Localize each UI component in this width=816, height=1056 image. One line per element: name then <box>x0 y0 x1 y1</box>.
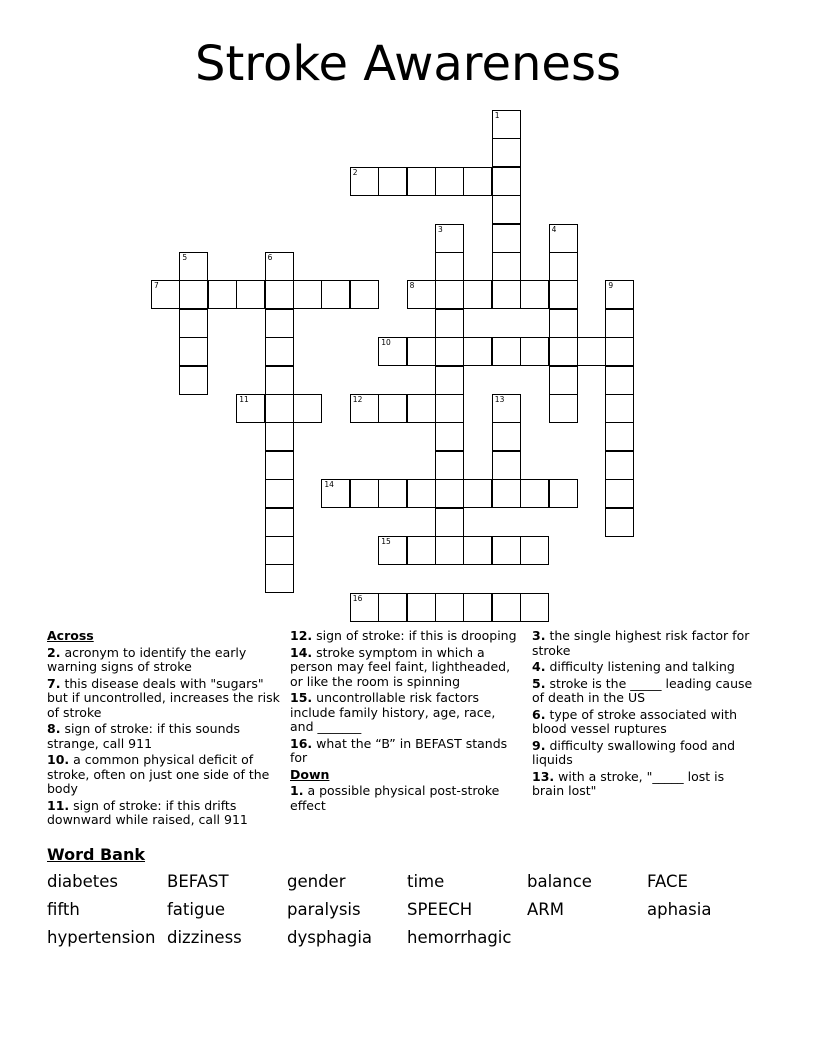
clue-text: type of stroke associated with blood vessel ruptures <box>532 706 738 736</box>
cell-number: 1 <box>494 111 500 120</box>
crossword-cell[interactable] <box>435 224 464 253</box>
clue-number: 13. <box>532 768 555 784</box>
crossword-cell[interactable] <box>265 280 294 309</box>
across-clue-14 <box>290 646 522 690</box>
crossword-cell[interactable] <box>265 366 294 395</box>
crossword-cell[interactable] <box>265 422 294 451</box>
crossword-cell[interactable] <box>293 280 322 309</box>
cell-number: 2 <box>352 167 358 177</box>
crossword-cell[interactable] <box>265 508 294 537</box>
crossword-cell[interactable] <box>435 167 464 196</box>
crossword-cell[interactable] <box>407 394 436 423</box>
clue-number: 1. <box>290 783 304 798</box>
crossword-cell[interactable] <box>407 593 436 622</box>
crossword-cell[interactable] <box>492 394 521 423</box>
crossword-cell[interactable] <box>549 337 578 366</box>
across-clue-10 <box>47 753 283 797</box>
crossword-cell[interactable] <box>549 479 578 508</box>
crossword-cell[interactable] <box>265 337 294 366</box>
crossword-cell[interactable] <box>151 280 180 309</box>
clue-text: sign of stroke: if this is drooping <box>316 628 517 643</box>
crossword-cell[interactable] <box>179 252 208 281</box>
clue-number: 12. <box>290 628 313 643</box>
crossword-cell[interactable] <box>492 479 521 508</box>
crossword-cell[interactable] <box>605 508 634 537</box>
crossword-cell[interactable] <box>435 479 464 508</box>
crossword-cell[interactable] <box>407 479 436 508</box>
clue-number: 11. <box>47 797 70 813</box>
down-heading: Down <box>290 766 330 782</box>
crossword-cell[interactable] <box>605 451 634 480</box>
across-clue-15 <box>290 691 522 735</box>
crossword-cell[interactable] <box>605 366 634 395</box>
crossword-cell[interactable] <box>605 422 634 451</box>
cell-number: 12 <box>352 395 363 404</box>
down-clue-4 <box>532 660 754 675</box>
crossword-cell[interactable] <box>463 337 492 366</box>
word-bank-word: FACE <box>647 872 688 891</box>
crossword-cell[interactable] <box>350 479 379 508</box>
crossword-cell[interactable] <box>208 280 237 309</box>
down-clue-6 <box>532 708 754 737</box>
crossword-cell[interactable] <box>407 167 436 196</box>
crossword-cell[interactable] <box>492 337 521 366</box>
word-bank-word: aphasia <box>647 900 712 919</box>
clue-number: 8. <box>47 721 61 736</box>
word-bank-word: ARM <box>527 900 564 919</box>
crossword-cell[interactable] <box>350 167 379 196</box>
crossword-cell[interactable] <box>605 280 634 309</box>
across-clue-12 <box>290 629 522 644</box>
crossword-cell[interactable] <box>378 337 407 366</box>
word-bank-word: BEFAST <box>167 872 229 891</box>
clue-text: difficulty swallowing food and liquids <box>532 737 736 767</box>
crossword-cell[interactable] <box>605 309 634 338</box>
crossword-cell[interactable] <box>350 394 379 423</box>
clue-text: a possible physical post-stroke effect <box>290 783 500 813</box>
word-bank-word: dizziness <box>167 928 242 947</box>
crossword-cell[interactable] <box>293 394 322 423</box>
crossword-cell[interactable] <box>549 309 578 338</box>
crossword-cell[interactable] <box>265 564 294 593</box>
across-clue-16 <box>290 737 522 766</box>
crossword-cell[interactable] <box>435 508 464 537</box>
crossword-cell[interactable] <box>265 309 294 338</box>
word-bank-word: diabetes <box>47 872 119 891</box>
word-bank-word: SPEECH <box>407 900 473 919</box>
crossword-cell[interactable] <box>321 479 350 508</box>
crossword-cell[interactable] <box>492 593 521 622</box>
crossword-cell[interactable] <box>435 337 464 366</box>
crossword-cell[interactable] <box>350 280 379 309</box>
down-clue-1 <box>290 784 522 813</box>
crossword-cell[interactable] <box>407 536 436 565</box>
crossword-cell[interactable] <box>492 167 521 196</box>
cell-number: 9 <box>608 281 614 291</box>
crossword-cell[interactable] <box>378 593 407 622</box>
clue-text: the single highest risk factor for stroke <box>532 628 750 658</box>
clue-number: 9. <box>532 737 546 753</box>
clue-number: 15. <box>290 690 313 705</box>
crossword-cell[interactable] <box>492 422 521 451</box>
crossword-cell[interactable] <box>179 337 208 366</box>
crossword-cell[interactable] <box>520 479 549 508</box>
crossword-cell[interactable] <box>236 394 265 423</box>
word-bank-word: paralysis <box>287 900 361 919</box>
crossword-cell[interactable] <box>179 366 208 395</box>
word-bank-word: hypertension <box>47 928 156 947</box>
cell-number: 3 <box>438 224 443 234</box>
crossword-cell[interactable] <box>435 252 464 281</box>
cell-number: 10 <box>381 338 391 348</box>
crossword-cell[interactable] <box>378 167 407 196</box>
across-heading: Across <box>47 628 94 643</box>
crossword-cell[interactable] <box>605 479 634 508</box>
crossword-cell[interactable] <box>179 309 208 338</box>
word-bank-title: Word Bank <box>47 845 146 864</box>
clue-number: 6. <box>532 706 546 722</box>
clue-number: 7. <box>47 675 61 691</box>
word-bank <box>47 872 777 948</box>
clue-number: 5. <box>532 675 546 691</box>
cell-number: 8 <box>409 281 415 291</box>
cell-number: 7 <box>154 281 159 291</box>
crossword-cell[interactable] <box>492 252 521 281</box>
down-clue-3 <box>532 629 754 658</box>
clue-text: sign of stroke: if this sounds strange, call 911 <box>47 721 240 751</box>
cell-number: 11 <box>239 395 249 404</box>
word-bank-word: dysphagia <box>287 928 373 947</box>
crossword-cell[interactable] <box>577 337 606 366</box>
clue-text: uncontrollable risk factors include family history, age, race, and _______ <box>290 690 496 734</box>
clue-number: 10. <box>47 752 70 767</box>
across-clue-2 <box>47 646 283 675</box>
crossword-cell[interactable] <box>265 536 294 565</box>
clue-text: what the “B” in BEFAST stands for <box>290 735 508 765</box>
crossword-cell[interactable] <box>549 224 578 253</box>
crossword-cell[interactable] <box>435 451 464 480</box>
down-clue-5 <box>532 677 754 706</box>
crossword-cell[interactable] <box>265 252 294 281</box>
crossword-cell[interactable] <box>179 280 208 309</box>
clue-text: sign of stroke: if this drifts downward while raised, call 911 <box>47 797 248 827</box>
crossword-cell[interactable] <box>492 195 521 224</box>
cell-number: 5 <box>182 253 188 262</box>
crossword-cell[interactable] <box>378 536 407 565</box>
crossword-cell[interactable] <box>265 479 294 508</box>
word-bank-word: hemorrhagic <box>407 928 512 947</box>
crossword-cell[interactable] <box>463 536 492 565</box>
clues-column-2 <box>290 629 522 815</box>
clue-number: 14. <box>290 644 313 660</box>
crossword-cell[interactable] <box>435 394 464 423</box>
clue-number: 2. <box>47 644 61 660</box>
crossword-cell[interactable] <box>549 280 578 309</box>
clue-text: this disease deals with "sugars" but if uncontrolled, increases the risk of stroke <box>47 675 280 720</box>
crossword-cell[interactable] <box>605 337 634 366</box>
crossword-cell[interactable] <box>520 593 549 622</box>
crossword-cell[interactable] <box>321 280 350 309</box>
crossword-cell[interactable] <box>492 451 521 480</box>
cell-number: 6 <box>267 253 273 262</box>
crossword-cell[interactable] <box>407 280 436 309</box>
crossword-cell[interactable] <box>492 224 521 253</box>
clue-text: with a stroke, "_____ lost is brain lost" <box>532 768 725 798</box>
clues-column-3 <box>532 629 754 801</box>
clue-number: 3. <box>532 628 546 643</box>
down-clue-9 <box>532 739 754 768</box>
clues-column-1 <box>47 629 283 830</box>
crossword-cell[interactable] <box>549 366 578 395</box>
clue-text: a common physical deficit of stroke, often on just one side of the body <box>47 752 270 796</box>
crossword-cell[interactable] <box>265 451 294 480</box>
crossword-cell[interactable] <box>435 593 464 622</box>
crossword-cell[interactable] <box>435 366 464 395</box>
crossword-cell[interactable] <box>236 280 265 309</box>
crossword-cell[interactable] <box>350 593 379 622</box>
crossword-cell[interactable] <box>492 280 521 309</box>
cell-number: 15 <box>381 537 391 546</box>
clue-number: 16. <box>290 735 313 751</box>
crossword-cell[interactable] <box>492 536 521 565</box>
crossword-cell[interactable] <box>492 110 521 139</box>
clue-text: difficulty listening and talking <box>549 659 735 674</box>
crossword-cell[interactable] <box>378 479 407 508</box>
crossword-cell[interactable] <box>520 337 549 366</box>
crossword-cell[interactable] <box>407 337 436 366</box>
across-clue-8 <box>47 722 283 751</box>
clue-text: stroke symptom in which a person may feel faint, lightheaded, or like the room is spinning <box>290 644 511 689</box>
across-clue-7 <box>47 677 283 721</box>
crossword-cell[interactable] <box>463 280 492 309</box>
crossword-cell[interactable] <box>265 394 294 423</box>
cell-number: 14 <box>324 480 334 490</box>
crossword-cell[interactable] <box>435 280 464 309</box>
crossword-cell[interactable] <box>492 138 521 167</box>
crossword-cell[interactable] <box>463 593 492 622</box>
clue-text: stroke is the _____ leading cause of death in the US <box>532 675 753 705</box>
crossword-cell[interactable] <box>520 536 549 565</box>
across-clue-11 <box>47 799 283 828</box>
crossword-cell[interactable] <box>378 394 407 423</box>
cell-number: 16 <box>352 593 363 603</box>
word-bank-word: fatigue <box>167 900 226 919</box>
crossword-cell[interactable] <box>520 280 549 309</box>
clue-number: 4. <box>532 659 546 674</box>
page-title: Stroke Awareness <box>195 36 621 92</box>
crossword-cell[interactable] <box>605 394 634 423</box>
down-clue-13 <box>532 770 754 799</box>
crossword-cell[interactable] <box>463 167 492 196</box>
word-bank-word: fifth <box>47 900 80 919</box>
crossword-cell[interactable] <box>435 422 464 451</box>
cell-number: 4 <box>551 224 557 234</box>
word-bank-word: balance <box>527 872 592 891</box>
word-bank-word: time <box>407 872 445 891</box>
word-bank-word: gender <box>287 872 346 891</box>
cell-number: 13 <box>494 395 505 404</box>
crossword-cell[interactable] <box>549 252 578 281</box>
clue-text: acronym to identify the early warning signs of stroke <box>47 644 247 674</box>
crossword-cell[interactable] <box>549 394 578 423</box>
crossword-cell[interactable] <box>435 536 464 565</box>
crossword-cell[interactable] <box>435 309 464 338</box>
crossword-cell[interactable] <box>463 479 492 508</box>
